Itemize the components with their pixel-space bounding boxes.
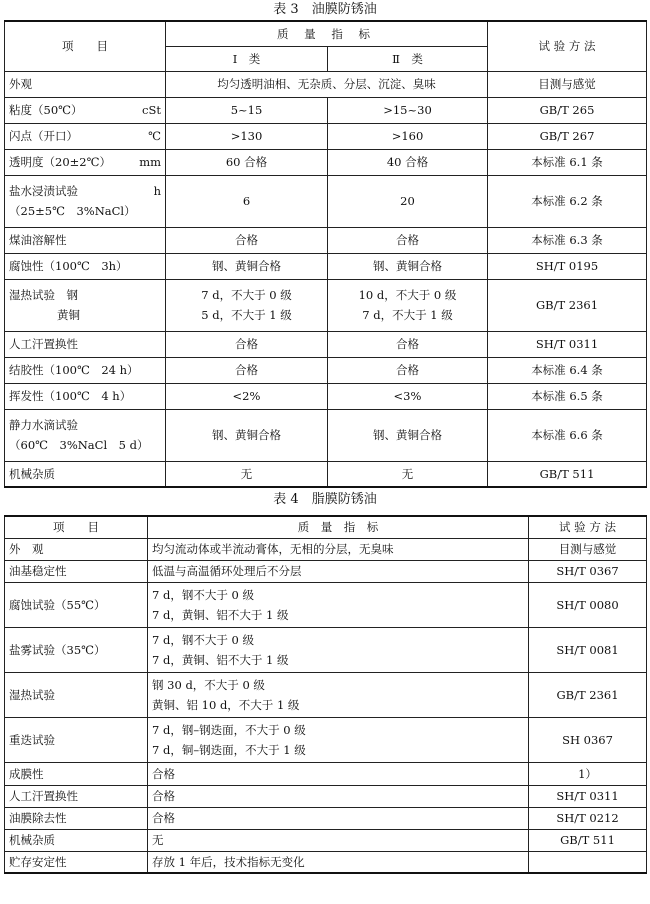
- t3-row-transparency: 透明度（20±2℃） mm 60 合格 40 合格 本标准 6.1 条: [5, 149, 647, 175]
- t3-row-corrosivity: 腐蚀性（100℃ 3h） 钢、黄铜合格 钢、黄铜合格 SH/T 0195: [5, 253, 647, 279]
- t3-row-gumming: 结胶性（100℃ 24 h） 合格 合格 本标准 6.4 条: [5, 357, 647, 383]
- t4-row-oil-base-stability: 油基稳定性 低温与高温循环处理后不分层 SH/T 0367: [5, 560, 647, 582]
- t4-row-film-forming: 成膜性 合格 1）: [5, 762, 647, 785]
- t3-row-flash-point: 闪点（开口） ℃ >130 >160 GB/T 267: [5, 123, 647, 149]
- t4-row-appearance: 外 观 均匀流动体或半流动膏体，无相的分层，无臭味 目测与感觉: [5, 538, 647, 560]
- t3-header-item: 项 目: [5, 21, 166, 71]
- t3-row-humidity-test: 湿热试验 钢 黄铜 7 d，不大于 0 级 5 d，不大于 1 级 10 d，不大于 0 级 7 d，不大于 1 级 GB/T 2361: [5, 279, 647, 331]
- t3-row-volatility: 挥发性（100℃ 4 h） <2% <3% 本标准 6.5 条: [5, 383, 647, 409]
- t3-row-sweat-replacement: 人工汗置换性 合格 合格 SH/T 0311: [5, 331, 647, 357]
- table4-caption: 表 4 脂膜防锈油: [273, 492, 377, 507]
- t4-row-stacking-test: 重迭试验 7 d，钢–钢迭面，不大于 0 级 7 d，铜–钢迭面，不大于 1 级 SH 0367: [5, 717, 647, 762]
- t4-row-sweat-replacement: 人工汗置换性 合格 SH/T 0311: [5, 785, 647, 807]
- t3-header-method: 试 验 方 法: [488, 21, 647, 71]
- table4-grease-film-rust-preventive: [4, 515, 647, 874]
- t4-row-storage-stability: 贮存安定性 存放 1 年后，技术指标无变化: [5, 851, 647, 873]
- t3-row-viscosity: 粘度（50℃） cSt 5~15 >15~30 GB/T 265: [5, 97, 647, 123]
- t3-row-static-water-drop: 静力水滴试验 （60℃ 3%NaCl 5 d） 钢、黄铜合格 钢、黄铜合格 本标准 6.6 条: [5, 409, 647, 461]
- t3-row-salt-water-immersion: 盐水浸渍试验 h （25±5℃ 3%NaCl） 6 20 本标准 6.2 条: [5, 175, 647, 227]
- t3-row-mechanical-impurities: 机械杂质 无 无 GB/T 511: [5, 461, 647, 487]
- table3-oil-film-rust-preventive: [4, 20, 647, 488]
- t4-row-mechanical-impurities: 机械杂质 无 GB/T 511: [5, 829, 647, 851]
- t4-row-film-removability: 油膜除去性 合格 SH/T 0212: [5, 807, 647, 829]
- t3-header-class2: Ⅱ 类: [328, 46, 488, 71]
- t4-row-corrosion-test: 腐蚀试验（55℃） 7 d，钢不大于 0 级 7 d，黄铜、铝不大于 1 级 SH/T 0080: [5, 582, 647, 627]
- t4-row-salt-spray-test: 盐雾试验（35℃） 7 d，钢不大于 0 级 7 d，黄铜、铝不大于 1 级 SH/T 0081: [5, 627, 647, 672]
- t4-row-humidity-test: 湿热试验 钢 30 d，不大于 0 级 黄铜、铝 10 d，不大于 1 级 GB/T 2361: [5, 672, 647, 717]
- t4-header-method: 试 验 方 法: [529, 516, 647, 538]
- t3-row-kerosene-solubility: 煤油溶解性 合格 合格 本标准 6.3 条: [5, 227, 647, 253]
- t3-header-class1: Ⅰ 类: [166, 46, 328, 71]
- table3-caption: 表 3 油膜防锈油: [273, 2, 377, 17]
- t4-header-item: 项 目: [5, 516, 148, 538]
- t3-row-appearance: 外观 均匀透明油相、无杂质、分层、沉淀、臭味 目测与感觉: [5, 71, 647, 97]
- t4-header-quality: 质 量 指 标: [148, 516, 529, 538]
- t3-header-quality: 质 量 指 标: [166, 21, 488, 46]
